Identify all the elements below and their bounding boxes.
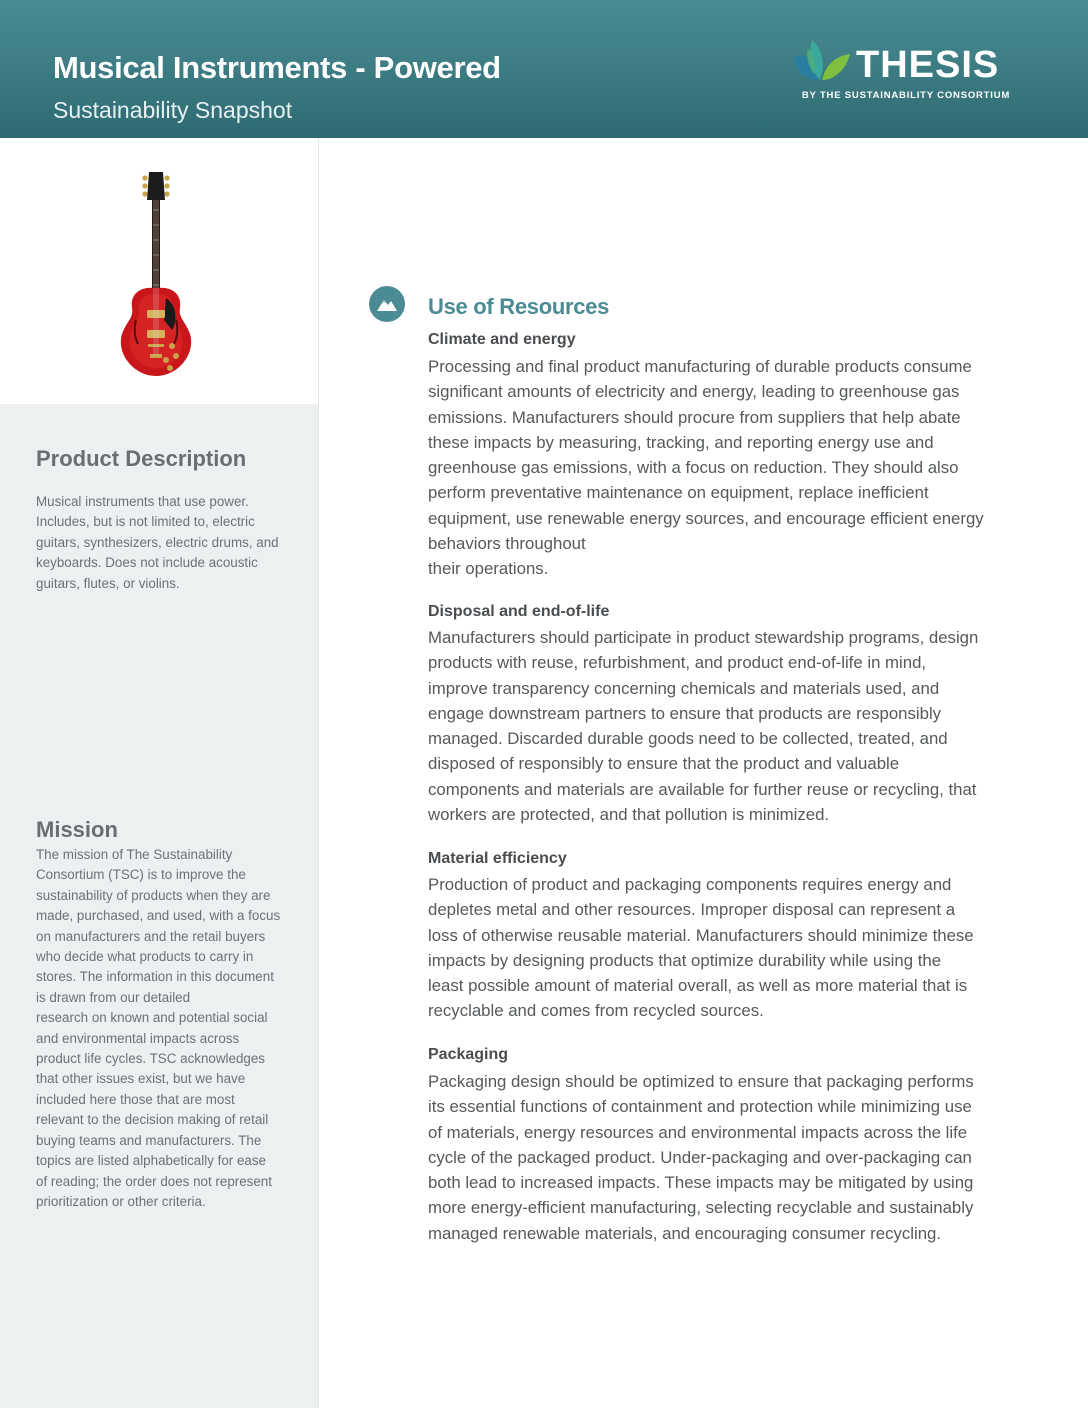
text-line: workers are protected, and that pollution is minimized.: [428, 805, 830, 825]
text-line: improve transparency concerning chemicals and materials used, and: [428, 678, 940, 698]
text-line: Consortium (TSC) is to improve the: [36, 867, 246, 883]
text-line: behaviors throughout: [428, 534, 586, 554]
text-line: managed renewable materials, and encouraging consumer recycling.: [428, 1223, 942, 1243]
text-line: their operations.: [428, 559, 549, 579]
topic-heading-disposal: Disposal and end-of-life: [428, 603, 610, 620]
column-divider: [318, 138, 319, 1408]
text-line: product life cycles. TSC acknowledges: [36, 1051, 265, 1067]
product-description-heading: Product Description: [36, 446, 247, 471]
text-line: both lead to increased impacts. These impacts may be mitigated by using: [428, 1173, 974, 1193]
text-line: Manufacturers should participate in product stewardship programs, design: [428, 628, 979, 647]
text-line: of reading; the order does not represent: [36, 1173, 272, 1189]
mission-heading: Mission: [36, 817, 118, 842]
text-line: Processing and final product manufacturing of durable products consume: [428, 357, 972, 376]
topic-text-climate: [428, 354, 1028, 582]
text-line: relevant to the decision making of retail: [36, 1112, 269, 1128]
text-line: loss of otherwise reusable material. Manufacturers should minimize these: [428, 925, 974, 945]
text-line: cycle of the packaged product. Under-packaging and over-packaging can: [428, 1147, 972, 1167]
text-line: The mission of The Sustainability: [36, 847, 233, 862]
text-line: topics are listed alphabetically for ease: [36, 1153, 267, 1169]
text-line: buying teams and manufacturers. The: [36, 1132, 262, 1148]
text-line: on manufacturers and the retail buyers: [36, 928, 266, 944]
topic-heading-material: Material efficiency: [428, 850, 567, 867]
text-line: more energy-efficient manufacturing, selecting recyclable and sustainably: [428, 1198, 974, 1218]
document-subtitle: Sustainability Snapshot: [53, 97, 293, 123]
text-line: significant amounts of electricity and energy, leading to greenhouse gas: [428, 382, 960, 402]
text-line: Packaging design should be optimized to ensure that packaging performs: [428, 1072, 974, 1091]
section-title: Use of Resources: [428, 294, 610, 319]
leaf-logo-icon: [790, 36, 854, 88]
text-line: of materials, energy resources and environmental impacts across the life: [428, 1122, 968, 1142]
text-line: Musical instruments that use power.: [36, 494, 249, 509]
text-line: managed. Discarded durable goods need to be collected, treated, and: [428, 729, 948, 749]
text-line: guitars, synthesizers, electric drums, and: [36, 534, 279, 550]
text-line: disposed of responsibly to ensure that the product and valuable: [428, 754, 900, 774]
text-line: perform preventative maintenance on equipment, replace inefficient: [428, 483, 929, 503]
text-line: products with reuse, refurbishment, and product end-of-life in mind,: [428, 653, 927, 673]
text-line: sustainability of products when they are: [36, 887, 271, 903]
text-line: least possible amount of material overall, as well as more material that is: [428, 976, 968, 996]
text-line: stores. The information in this document: [36, 969, 274, 985]
text-line: prioritization or other criteria.: [36, 1193, 206, 1209]
text-line: keyboards. Does not include acoustic: [36, 555, 258, 571]
mission-text: [36, 845, 300, 1212]
text-line: included here those that are most: [36, 1091, 235, 1107]
text-line: recyclable and comes from recycled sources.: [428, 1001, 764, 1021]
text-line: depletes metal and other resources. Improper disposal can represent a: [428, 900, 956, 920]
text-line: these impacts by measuring, tracking, and reporting energy use and: [428, 432, 934, 452]
text-line: that other issues exist, but we have: [36, 1071, 246, 1087]
mountain-icon: [369, 286, 405, 322]
logo-wordmark: THESIS: [856, 44, 1000, 86]
logo-tagline: BY THE SUSTAINABILITY CONSORTIUM: [801, 90, 1011, 101]
topic-text-packaging: [428, 1069, 1028, 1246]
topic-text-disposal: [428, 625, 1028, 827]
text-line: made, purchased, and used, with a focus: [36, 908, 281, 924]
product-description-text: [36, 492, 300, 594]
topic-heading-packaging: Packaging: [428, 1046, 509, 1063]
text-line: its essential functions of containment and protection while minimizing use: [428, 1097, 972, 1117]
header-banner: [0, 0, 1088, 138]
text-line: is drawn from our detailed: [36, 989, 191, 1005]
text-line: who decide what products to carry in: [36, 949, 254, 965]
text-line: Includes, but is not limited to, electric: [36, 514, 255, 530]
text-line: components and materials are available for further reuse or recycling, that: [428, 779, 977, 799]
text-line: research on known and potential social: [36, 1010, 268, 1026]
text-line: Production of product and packaging components requires energy and: [428, 875, 952, 894]
thesis-logo: [790, 36, 1030, 106]
text-line: greenhouse gas emissions, with a focus on reduction. They should also: [428, 458, 959, 478]
topic-text-material: [428, 872, 1028, 1024]
text-line: guitars, flutes, or violins.: [36, 575, 180, 591]
document-title: Musical Instruments - Powered: [53, 50, 501, 85]
text-line: equipment, use renewable energy sources, and encourage efficient energy: [428, 508, 984, 528]
text-line: and environmental impacts across: [36, 1030, 240, 1046]
topic-heading-climate: Climate and energy: [428, 331, 576, 348]
text-line: engage downstream partners to ensure that products are responsibly: [428, 703, 942, 723]
text-line: impacts by designing products that optimize durability while using the: [428, 950, 942, 970]
text-line: emissions. Manufacturers should procure from suppliers that help abate: [428, 407, 961, 427]
electric-guitar-image: [112, 170, 202, 382]
